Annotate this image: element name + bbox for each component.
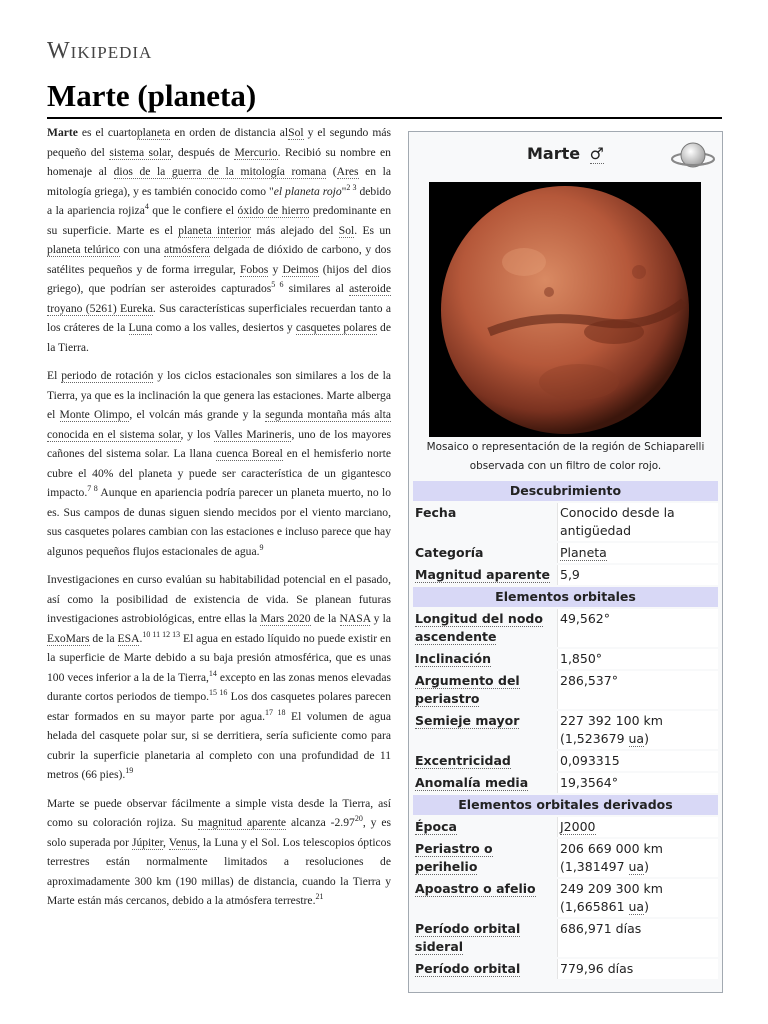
link-mercurio[interactable]: Mercurio [234, 145, 278, 159]
paragraph-4: Marte se puede observar fácilmente a simple vista desde la Tierra, así como su coloración rojiza. Su magnitud aparente alcanza -2.97$^{20}$, y es solo superada por Júpiter, Venus, la Luna y el Sol. Los telescopios ópticos terrestres están normalmente limitados a resoluciones de aproximadamente 300 km (190 millas) de distancia, cuando la Tierra y Marte están más cercanos, debido a la atmósfera terrestre.$^{21}$ [47, 796, 391, 907]
link-segunda-montana[interactable]: segunda montaña más alta conocida en el sistema solar [47, 408, 392, 441]
link-ua-2[interactable]: ua [628, 859, 645, 874]
section-elementos-derivados: Elementos orbitales derivados [413, 795, 718, 815]
link-semieje-mayor[interactable]: Semieje mayor [415, 713, 520, 728]
link-epoca[interactable]: Época [415, 819, 457, 834]
link-planeta-interior[interactable]: planeta interior [178, 223, 252, 237]
link-anomalia-media[interactable]: Anomalía media [415, 775, 529, 790]
link-sol[interactable]: Sol [288, 126, 304, 139]
row-semieje: Semieje mayor 227 392 100 km (1,523679 ua) [413, 711, 718, 749]
link-asteroide-troyano[interactable]: asteroide troyano (5261) Eureka [47, 282, 392, 315]
row-argumento: Argumento del periastro 286,537° [413, 671, 718, 709]
row-fecha: Fecha Conocido desde la antigüedad [413, 503, 718, 541]
image-caption: Mosaico o representación de la región de Schiaparelli observada con un filtro de color rojo. [426, 441, 705, 472]
link-periastro[interactable]: Periastro o perihelio [415, 841, 493, 874]
row-magnitud: Magnitud aparente 5,9 [413, 565, 718, 585]
link-periodo-orbital[interactable]: Período orbital [415, 961, 521, 976]
link-dios-guerra[interactable]: dios de la guerra de la mitología romana [113, 165, 327, 178]
ref-17-18[interactable]: 17 18 [265, 707, 286, 717]
link-periodo-sideral[interactable]: Período orbital sideral [415, 921, 521, 954]
row-periodo-sideral: Período orbital sideral 686,971 días [413, 919, 718, 957]
link-cuenca-boreal[interactable]: cuenca Boreal [215, 447, 283, 460]
row-anomalia: Anomalía media 19,3564° [413, 773, 718, 793]
row-periodo-orbital: Período orbital 779,96 días [413, 959, 718, 979]
infobox [408, 131, 723, 993]
link-atmosfera[interactable]: atmósfera [164, 243, 210, 256]
link-j2000[interactable]: J2000 [560, 819, 596, 834]
ref-21[interactable]: 21 [315, 892, 324, 902]
mars-symbol[interactable]: ♂ [589, 144, 605, 163]
section-elementos-orbitales: Elementos orbitales [413, 587, 718, 607]
link-oxido-hierro[interactable]: óxido de hierro [237, 204, 310, 217]
link-categoria-planeta[interactable]: Planeta [560, 545, 607, 560]
link-ua[interactable]: ua [628, 731, 645, 746]
link-ua-3[interactable]: ua [628, 899, 645, 914]
ref-10-13[interactable]: 10 11 12 13 [142, 629, 181, 639]
link-fobos[interactable]: Fobos [239, 262, 269, 276]
link-exomars[interactable]: ExoMars [47, 631, 90, 645]
ref-19[interactable]: 19 [125, 766, 134, 776]
ref-4[interactable]: 4 [144, 202, 149, 212]
link-venus[interactable]: Venus [168, 835, 198, 849]
paragraph-1: Marte es el cuartoplaneta en orden de distancia alSol y el segundo más pequeño del sistema solar, después de Mercurio. Recibió su nombre en homenaje al dios de la guerra de la mitología romana (Ares en la mitología griega), y es también conocido como "el planeta rojo"$^{2 3}$ debido a la apariencia rojiza$^4$ que le confiere el óxido de hierro predominante en su superficie. Marte es el planeta interior más alejado del Sol. Es un planeta telúrico con una atmósfera delgada de dióxido de carbono, y dos satélites pequeños y de forma irregular, Fobos y Deimos (hijos del dios griego), que podrían ser asteroides capturados$^{5 6}$ similares al asteroide troyano (5261) Eureka. Sus características superficiales recuerdan tanto a los cráteres de la Luna como a los valles, desiertos y casquetes polares de la Tierra. [47, 126, 392, 354]
link-planeta[interactable]: planeta [136, 126, 171, 139]
link-esa[interactable]: ESA [117, 631, 140, 645]
link-ares[interactable]: Ares [336, 165, 359, 178]
wikipedia-wordmark[interactable]: Wikipedia [47, 38, 153, 64]
row-periastro: Periastro o perihelio 206 669 000 km (1,381497 ua) [413, 839, 718, 877]
link-valles-marineris[interactable]: Valles Marineris [214, 427, 292, 441]
link-casquetes-polares[interactable]: casquetes polares [295, 321, 377, 334]
ref-5-6[interactable]: 5 6 [271, 280, 284, 290]
row-excentricidad: Excentricidad 0,093315 [413, 751, 718, 771]
infobox-table [413, 479, 718, 981]
ref-2-3[interactable]: 2 3 [346, 182, 357, 192]
link-planeta-telurico[interactable]: planeta telúrico [47, 243, 120, 256]
link-deimos[interactable]: Deimos [282, 262, 319, 276]
link-excentricidad[interactable]: Excentricidad [415, 753, 511, 768]
row-inclinacion: Inclinación 1,850° [413, 649, 718, 669]
link-sol-2[interactable]: Sol [338, 223, 355, 237]
paragraph-3: Investigaciones en curso evalúan su habitabilidad potencial en el pasado, así como la posibilidad de existencia de vida. Se planean futuras investigaciones astrobiológicas, entre ellas la Mars 2020 de la NASA y la ExoMars de la ESA.$^{10 11 12 13}$ El agua en estado líquido no puede existir en la superficie de Marte debido a su baja presión atmosférica, que es unas 100 veces inferior a la de la Tierra,$^{14}$ excepto en las zonas menos elevadas durante cortos periodos de tiempo.$^{15 16}$ Los dos casquetes polares parecen estar formados en su mayor parte por agua.$^{17 18}$ El volumen de agua helada del casquete polar sur, si se derritiera, sería suficiente como para cubrir la superficie planetaria al completo con una profundidad de 11 metros (66 pies).$^{19}$ [47, 573, 392, 781]
page-title: Marte (planeta) [47, 78, 257, 113]
link-inclinacion[interactable]: Inclinación [415, 651, 492, 666]
section-descubrimiento: Descubrimiento [413, 481, 718, 501]
row-apoastro: Apoastro o afelio 249 209 300 km (1,665861 ua) [413, 879, 718, 917]
link-argumento-periastro[interactable]: Argumento del periastro [415, 673, 520, 706]
ref-7-8[interactable]: 7 8 [87, 484, 98, 494]
article-body [47, 123, 391, 920]
planet-icon [670, 140, 716, 177]
link-magnitud[interactable]: Magnitud aparente [415, 567, 550, 582]
infobox-title: Marte ♂ [526, 144, 605, 163]
lead-term: Marte [47, 126, 78, 139]
ref-9[interactable]: 9 [259, 542, 264, 552]
row-longitud: Longitud del nodo ascendente 49,562° [413, 609, 718, 647]
ref-20[interactable]: 20 [354, 814, 363, 824]
ref-15-16[interactable]: 15 16 [209, 688, 228, 698]
link-luna[interactable]: Luna [128, 321, 153, 334]
link-nasa[interactable]: NASA [339, 612, 371, 625]
paragraph-2: El periodo de rotación y los ciclos estacionales son similares a los de la Tierra, ya que es la inclinación la que genera las estaciones. Marte alberga el Monte Olimpo, el volcán más grande y la segunda montaña más alta conocida en el sistema solar, y los Valles Marineris, uno de los mayores cañones del sistema solar. La llana cuenca Boreal en el hemisferio norte cubre el 40% del planeta y puede ser característica de un gigantesco impacto.$^{7 8}$ Aunque en apariencia podría parecer un planeta muerto, no lo es. Sus campos de dunas siguen siendo mecidos por el viento marciano, sus casquetes polares cambian con las estaciones e incluso parece que hay algunos pequeños flujos estacionales de agua.$^9$ [47, 369, 392, 558]
title-divider [47, 117, 722, 119]
link-magnitud-aparente[interactable]: magnitud aparente [198, 816, 287, 829]
link-longitud-nodo[interactable]: Longitud del nodo ascendente [415, 611, 543, 644]
link-apoastro[interactable]: Apoastro o afelio [415, 881, 536, 896]
link-monte-olimpo[interactable]: Monte Olimpo [59, 408, 130, 421]
link-jupiter[interactable]: Júpiter [131, 835, 164, 849]
ref-14[interactable]: 14 [208, 668, 217, 678]
row-categoria: Categoría Planeta [413, 543, 718, 563]
mars-image[interactable] [429, 182, 701, 437]
link-mars-2020[interactable]: Mars 2020 [260, 612, 311, 625]
link-sistema-solar[interactable]: sistema solar [109, 145, 171, 159]
link-periodo-rotacion[interactable]: periodo de rotación [61, 369, 154, 382]
row-epoca [413, 817, 718, 837]
